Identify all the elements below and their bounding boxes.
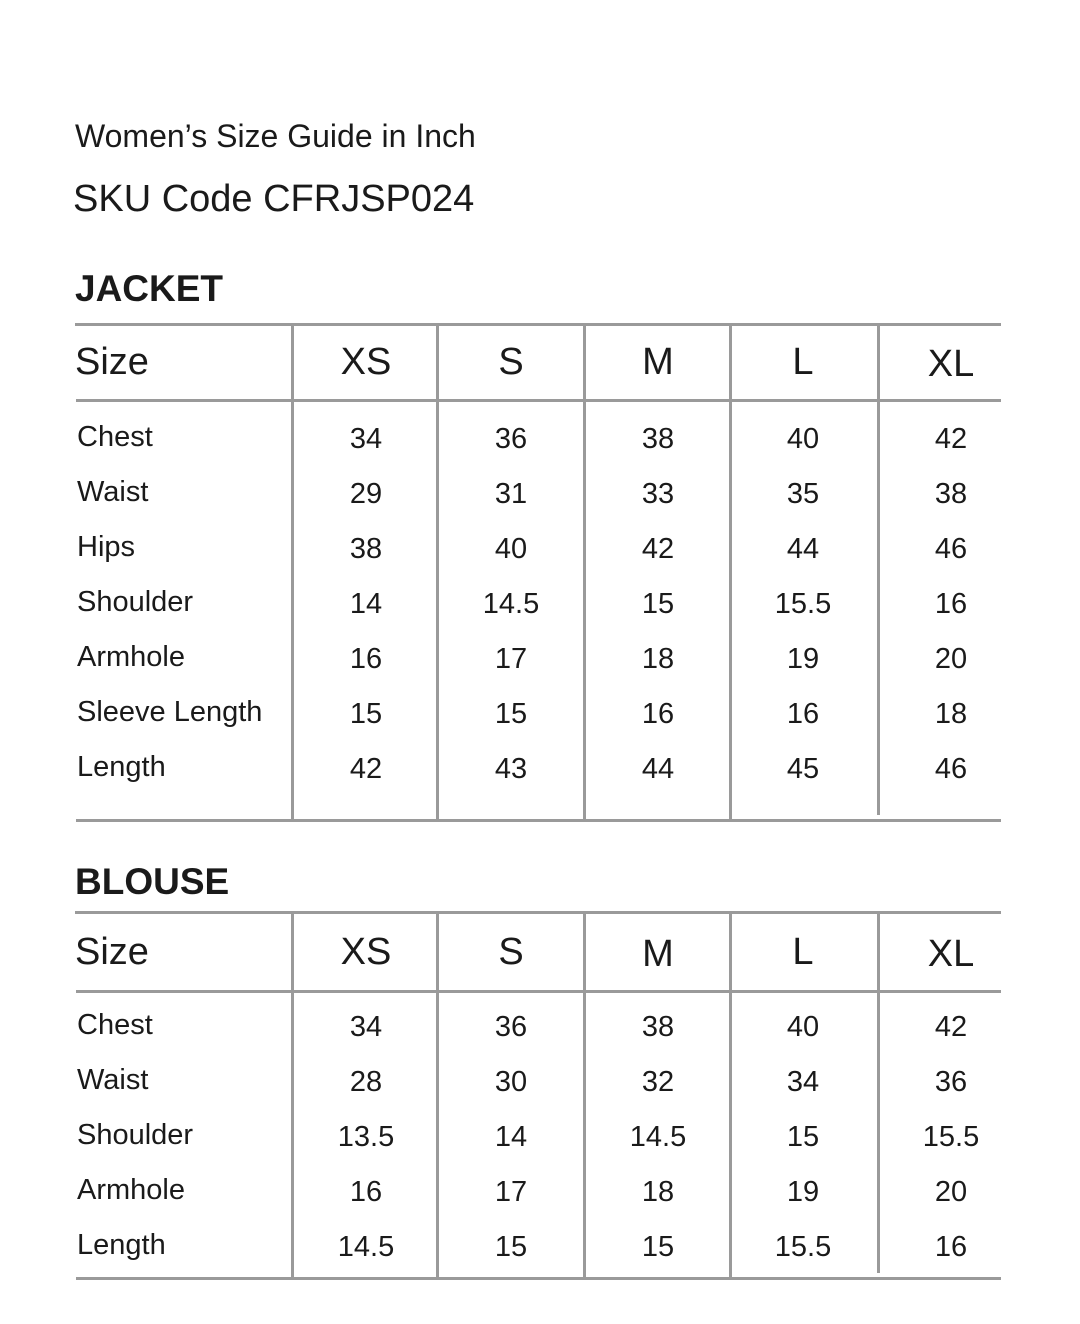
jacket-row-label: Chest bbox=[77, 421, 153, 453]
jacket-cell: 15 bbox=[641, 588, 675, 620]
jacket-cell: 16 bbox=[934, 588, 968, 620]
blouse-cell: 34 bbox=[786, 1066, 820, 1098]
jacket-cell: 46 bbox=[934, 533, 968, 565]
blouse-title: BLOUSE bbox=[75, 861, 230, 902]
jacket-cell: 38 bbox=[349, 533, 383, 565]
blouse-cell: 32 bbox=[641, 1066, 675, 1098]
blouse-size-column-l: L bbox=[792, 931, 814, 973]
blouse-row-label: Waist bbox=[77, 1064, 149, 1096]
sku-code: SKU Code CFRJSP024 bbox=[73, 178, 475, 220]
jacket-cell: 14 bbox=[349, 588, 383, 620]
blouse-cell: 14.5 bbox=[337, 1231, 395, 1263]
jacket-cell: 16 bbox=[349, 643, 383, 675]
jacket-cell: 33 bbox=[641, 478, 675, 510]
jacket-cell: 17 bbox=[494, 643, 528, 675]
jacket-cell: 34 bbox=[349, 423, 383, 455]
blouse-cell: 34 bbox=[349, 1011, 383, 1043]
jacket-column-divider bbox=[877, 323, 880, 815]
jacket-size-column-xl: XL bbox=[927, 343, 975, 385]
jacket-row-label: Waist bbox=[77, 476, 149, 508]
blouse-row-label: Chest bbox=[77, 1009, 153, 1041]
blouse-cell: 15 bbox=[494, 1231, 528, 1263]
blouse-row-label: Length bbox=[77, 1229, 166, 1261]
blouse-rule-top bbox=[75, 911, 1001, 914]
blouse-cell: 15.5 bbox=[922, 1121, 980, 1153]
blouse-cell: 17 bbox=[494, 1176, 528, 1208]
jacket-cell: 35 bbox=[786, 478, 820, 510]
blouse-rule-bottom bbox=[76, 1277, 1001, 1280]
jacket-row-label: Hips bbox=[77, 531, 136, 563]
blouse-cell: 16 bbox=[349, 1176, 383, 1208]
jacket-cell: 15 bbox=[494, 698, 528, 730]
jacket-size-column-l: L bbox=[792, 341, 814, 383]
jacket-cell: 45 bbox=[786, 753, 820, 785]
blouse-rule-header bbox=[76, 990, 1001, 993]
jacket-cell: 46 bbox=[934, 753, 968, 785]
jacket-cell: 38 bbox=[934, 478, 968, 510]
jacket-rule-top bbox=[75, 323, 1001, 326]
jacket-cell: 20 bbox=[934, 643, 968, 675]
jacket-size-column-xs: XS bbox=[340, 341, 392, 383]
blouse-cell: 36 bbox=[494, 1011, 528, 1043]
jacket-row-label: Sleeve Length bbox=[77, 696, 263, 728]
blouse-cell: 19 bbox=[786, 1176, 820, 1208]
jacket-cell: 15.5 bbox=[774, 588, 832, 620]
blouse-cell: 13.5 bbox=[337, 1121, 395, 1153]
jacket-cell: 42 bbox=[934, 423, 968, 455]
jacket-rule-bottom bbox=[76, 819, 1001, 822]
blouse-cell: 16 bbox=[934, 1231, 968, 1263]
jacket-cell: 40 bbox=[494, 533, 528, 565]
blouse-cell: 42 bbox=[934, 1011, 968, 1043]
jacket-column-divider bbox=[291, 323, 294, 819]
jacket-cell: 43 bbox=[494, 753, 528, 785]
jacket-cell: 29 bbox=[349, 478, 383, 510]
jacket-column-divider bbox=[436, 323, 439, 819]
jacket-cell: 18 bbox=[641, 643, 675, 675]
jacket-cell: 16 bbox=[641, 698, 675, 730]
blouse-row-label: Shoulder bbox=[77, 1119, 194, 1151]
jacket-cell: 19 bbox=[786, 643, 820, 675]
jacket-column-divider bbox=[583, 323, 586, 819]
jacket-rule-header bbox=[76, 399, 1001, 402]
blouse-size-table bbox=[75, 911, 1001, 1283]
blouse-row-label: Armhole bbox=[77, 1174, 185, 1206]
blouse-size-column-s: S bbox=[498, 931, 524, 973]
blouse-cell: 15 bbox=[786, 1121, 820, 1153]
jacket-size-column-m: M bbox=[642, 341, 674, 383]
jacket-row-label: Shoulder bbox=[77, 586, 194, 618]
jacket-cell: 38 bbox=[641, 423, 675, 455]
jacket-cell: 16 bbox=[786, 698, 820, 730]
blouse-column-divider bbox=[729, 911, 732, 1277]
jacket-size-column-s: S bbox=[498, 341, 524, 383]
blouse-cell: 36 bbox=[934, 1066, 968, 1098]
jacket-row-label: Armhole bbox=[77, 641, 185, 673]
jacket-row-label: Length bbox=[77, 751, 166, 783]
jacket-title: JACKET bbox=[75, 268, 224, 309]
size-guide-subtitle: Women’s Size Guide in Inch bbox=[75, 118, 476, 154]
jacket-cell: 40 bbox=[786, 423, 820, 455]
blouse-column-divider bbox=[877, 911, 880, 1273]
jacket-cell: 42 bbox=[641, 533, 675, 565]
blouse-cell: 14 bbox=[494, 1121, 528, 1153]
blouse-column-divider bbox=[583, 911, 586, 1277]
jacket-cell: 44 bbox=[786, 533, 820, 565]
blouse-size-column-m: M bbox=[642, 933, 674, 975]
jacket-cell: 36 bbox=[494, 423, 528, 455]
jacket-column-divider bbox=[729, 323, 732, 819]
blouse-column-divider bbox=[291, 911, 294, 1277]
jacket-cell: 31 bbox=[494, 478, 528, 510]
blouse-cell: 18 bbox=[641, 1176, 675, 1208]
jacket-cell: 14.5 bbox=[482, 588, 540, 620]
jacket-cell: 15 bbox=[349, 698, 383, 730]
blouse-cell: 28 bbox=[349, 1066, 383, 1098]
blouse-size-column-xl: XL bbox=[927, 933, 975, 975]
blouse-column-divider bbox=[436, 911, 439, 1277]
blouse-cell: 15 bbox=[641, 1231, 675, 1263]
jacket-size-table bbox=[75, 323, 1001, 825]
blouse-size-header: Size bbox=[75, 931, 149, 973]
blouse-cell: 14.5 bbox=[629, 1121, 687, 1153]
blouse-size-column-xs: XS bbox=[340, 931, 392, 973]
blouse-cell: 38 bbox=[641, 1011, 675, 1043]
jacket-size-header: Size bbox=[75, 341, 149, 383]
blouse-cell: 15.5 bbox=[774, 1231, 832, 1263]
blouse-cell: 20 bbox=[934, 1176, 968, 1208]
blouse-cell: 40 bbox=[786, 1011, 820, 1043]
blouse-cell: 30 bbox=[494, 1066, 528, 1098]
jacket-cell: 18 bbox=[934, 698, 968, 730]
jacket-cell: 44 bbox=[641, 753, 675, 785]
jacket-cell: 42 bbox=[349, 753, 383, 785]
